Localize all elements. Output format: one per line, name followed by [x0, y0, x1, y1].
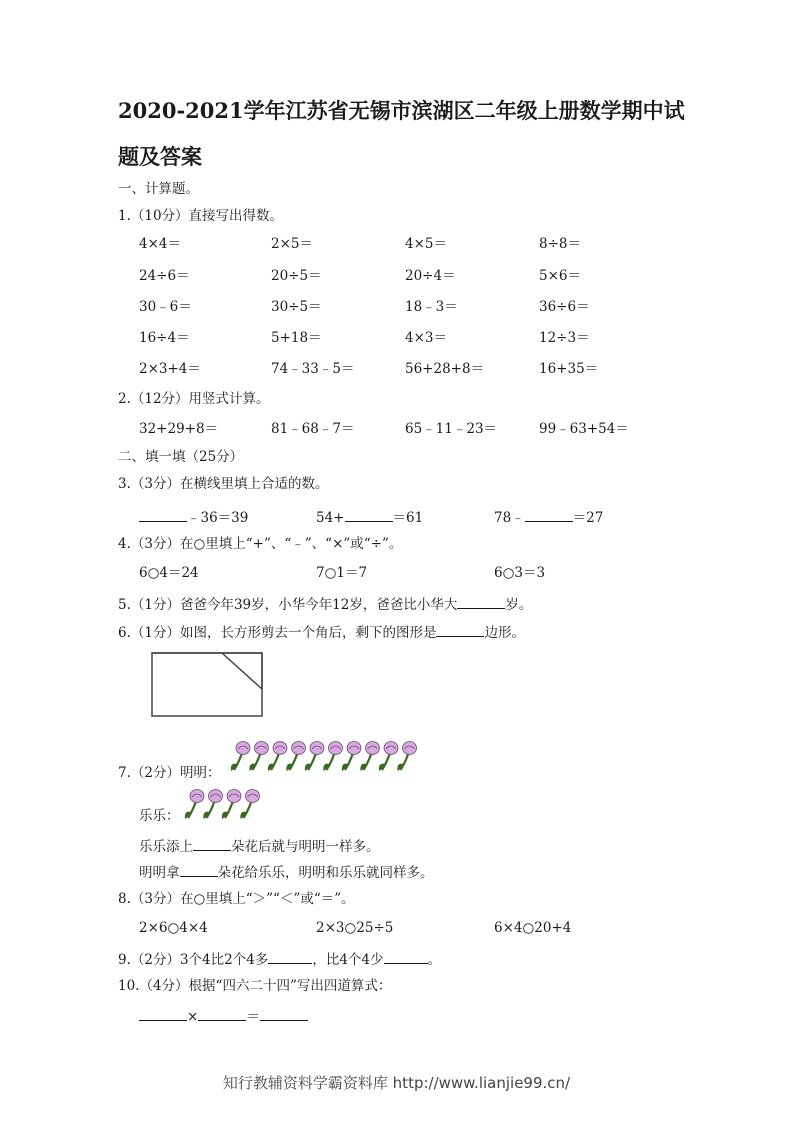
q1-item: 56+28+8＝ — [405, 361, 485, 377]
q1-item: 12÷3＝ — [539, 330, 590, 346]
question-9: 9.（2分）3个4比2个4多 ，比4个4少 。 — [118, 952, 442, 968]
tulip-flower-icon — [240, 790, 259, 820]
tulip-flower-icon — [305, 742, 324, 772]
q1-item: 8÷8＝ — [539, 236, 581, 252]
answer-blank[interactable] — [525, 509, 573, 522]
q3-item-a: ﹣36＝39 — [139, 509, 248, 526]
mingming-flower-row — [230, 740, 425, 774]
document-title-line1: 2020-2021学年江苏省无锡市滨湖区二年级上册数学期中试 — [118, 98, 685, 123]
q7-line-2: 明明拿 朵花给乐乐，明明和乐乐就同样多。 — [139, 865, 434, 881]
answer-blank[interactable] — [180, 864, 218, 877]
section-heading-fill: 二、填一填（25分） — [118, 449, 244, 465]
question-1-label: 1.（10分）直接写出得数。 — [118, 208, 284, 224]
tulip-flower-icon — [231, 742, 250, 772]
answer-blank[interactable] — [198, 1008, 246, 1021]
q1-item: 5+18＝ — [271, 330, 322, 346]
q4-item: 6○4＝24 — [139, 565, 199, 581]
q1-item: 30÷5＝ — [271, 299, 322, 315]
tulip-flower-icon — [268, 742, 287, 772]
q2-item: 32+29+8＝ — [139, 421, 219, 437]
answer-blank[interactable] — [193, 838, 231, 851]
q1-item: 30﹣6＝ — [139, 299, 192, 315]
answer-blank[interactable] — [345, 509, 393, 522]
tulip-flower-icon — [360, 742, 379, 772]
tulip-flower-icon — [222, 790, 241, 820]
answer-blank[interactable] — [139, 509, 187, 522]
q7-line-1: 乐乐添上 朵花后就与明明一样多。 — [139, 839, 380, 855]
document-title-line2: 题及答案 — [118, 144, 202, 169]
q10-expression: × ＝ — [139, 1008, 308, 1025]
tulip-flower-icon — [342, 742, 361, 772]
answer-blank[interactable] — [268, 951, 312, 964]
tulip-flower-icon — [323, 742, 342, 772]
answer-blank[interactable] — [139, 1008, 187, 1021]
q8-item: 2×6○4×4 — [139, 920, 208, 936]
tulip-flower-icon — [185, 790, 204, 820]
tulip-flower-icon — [249, 742, 268, 772]
question-6: 6.（1分）如图，长方形剪去一个角后，剩下的图形是 边形。 — [118, 625, 525, 641]
q1-item: 36÷6＝ — [539, 299, 590, 315]
q1-item: 2×5＝ — [271, 236, 313, 252]
question-7-label: 7.（2分）明明： — [118, 765, 221, 781]
answer-blank[interactable] — [457, 596, 505, 609]
tulip-flower-icon — [203, 790, 222, 820]
q8-item: 6×4○20+4 — [494, 920, 572, 936]
answer-blank[interactable] — [436, 624, 484, 637]
q1-item: 18﹣3＝ — [405, 299, 458, 315]
answer-blank[interactable] — [384, 951, 428, 964]
q1-item: 16+35＝ — [539, 361, 599, 377]
q1-item: 5×6＝ — [539, 268, 581, 284]
q8-item: 2×3○25÷5 — [316, 920, 394, 936]
question-2-label: 2.（12分）用竖式计算。 — [118, 391, 270, 407]
q1-item: 2×3+4＝ — [139, 361, 201, 377]
question-8-label: 8.（3分）在○里填上“＞”“＜”或“＝”。 — [118, 891, 355, 907]
answer-blank[interactable] — [260, 1008, 308, 1021]
lele-label: 乐乐： — [139, 808, 180, 824]
q4-item: 6○3＝3 — [494, 565, 546, 581]
q3-item-c: 78﹣ ＝27 — [494, 510, 604, 526]
q1-item: 16÷4＝ — [139, 330, 190, 346]
q2-item: 65﹣11﹣23＝ — [405, 421, 498, 437]
question-3-label: 3.（3分）在横线里填上合适的数。 — [118, 476, 329, 492]
question-5: 5.（1分）爸爸今年39岁，小华今年12岁，爸爸比小华大 岁。 — [118, 597, 533, 613]
q1-item: 4×3＝ — [405, 330, 447, 346]
tulip-flower-icon — [397, 742, 416, 772]
q1-item: 20÷4＝ — [405, 268, 456, 284]
tulip-flower-icon — [379, 742, 398, 772]
q2-item: 81﹣68﹣7＝ — [271, 421, 355, 437]
section-heading-calc: 一、计算题。 — [118, 181, 199, 197]
q4-item: 7○1＝7 — [316, 565, 368, 581]
q1-item: 74﹣33﹣5＝ — [271, 361, 355, 377]
lele-flower-row — [184, 788, 269, 822]
cut-rectangle-figure — [150, 651, 265, 719]
q1-item: 24÷6＝ — [139, 268, 190, 284]
footer-watermark: 知行教辅资料学霸资料库 http://www.lianjie99.cn/ — [222, 1074, 571, 1092]
q1-item: 20÷5＝ — [271, 268, 322, 284]
q2-item: 99﹣63+54＝ — [539, 421, 629, 437]
tulip-flower-icon — [286, 742, 305, 772]
q3-item-b: 54+ ＝61 — [316, 510, 424, 526]
q1-item: 4×4＝ — [139, 236, 181, 252]
question-4-label: 4.（3分）在○里填上“+”、“﹣”、“×”或“÷”。 — [118, 536, 403, 552]
q1-item: 4×5＝ — [405, 236, 447, 252]
question-10-label: 10.（4分）根据“四六二十四”写出四道算式： — [118, 978, 392, 994]
